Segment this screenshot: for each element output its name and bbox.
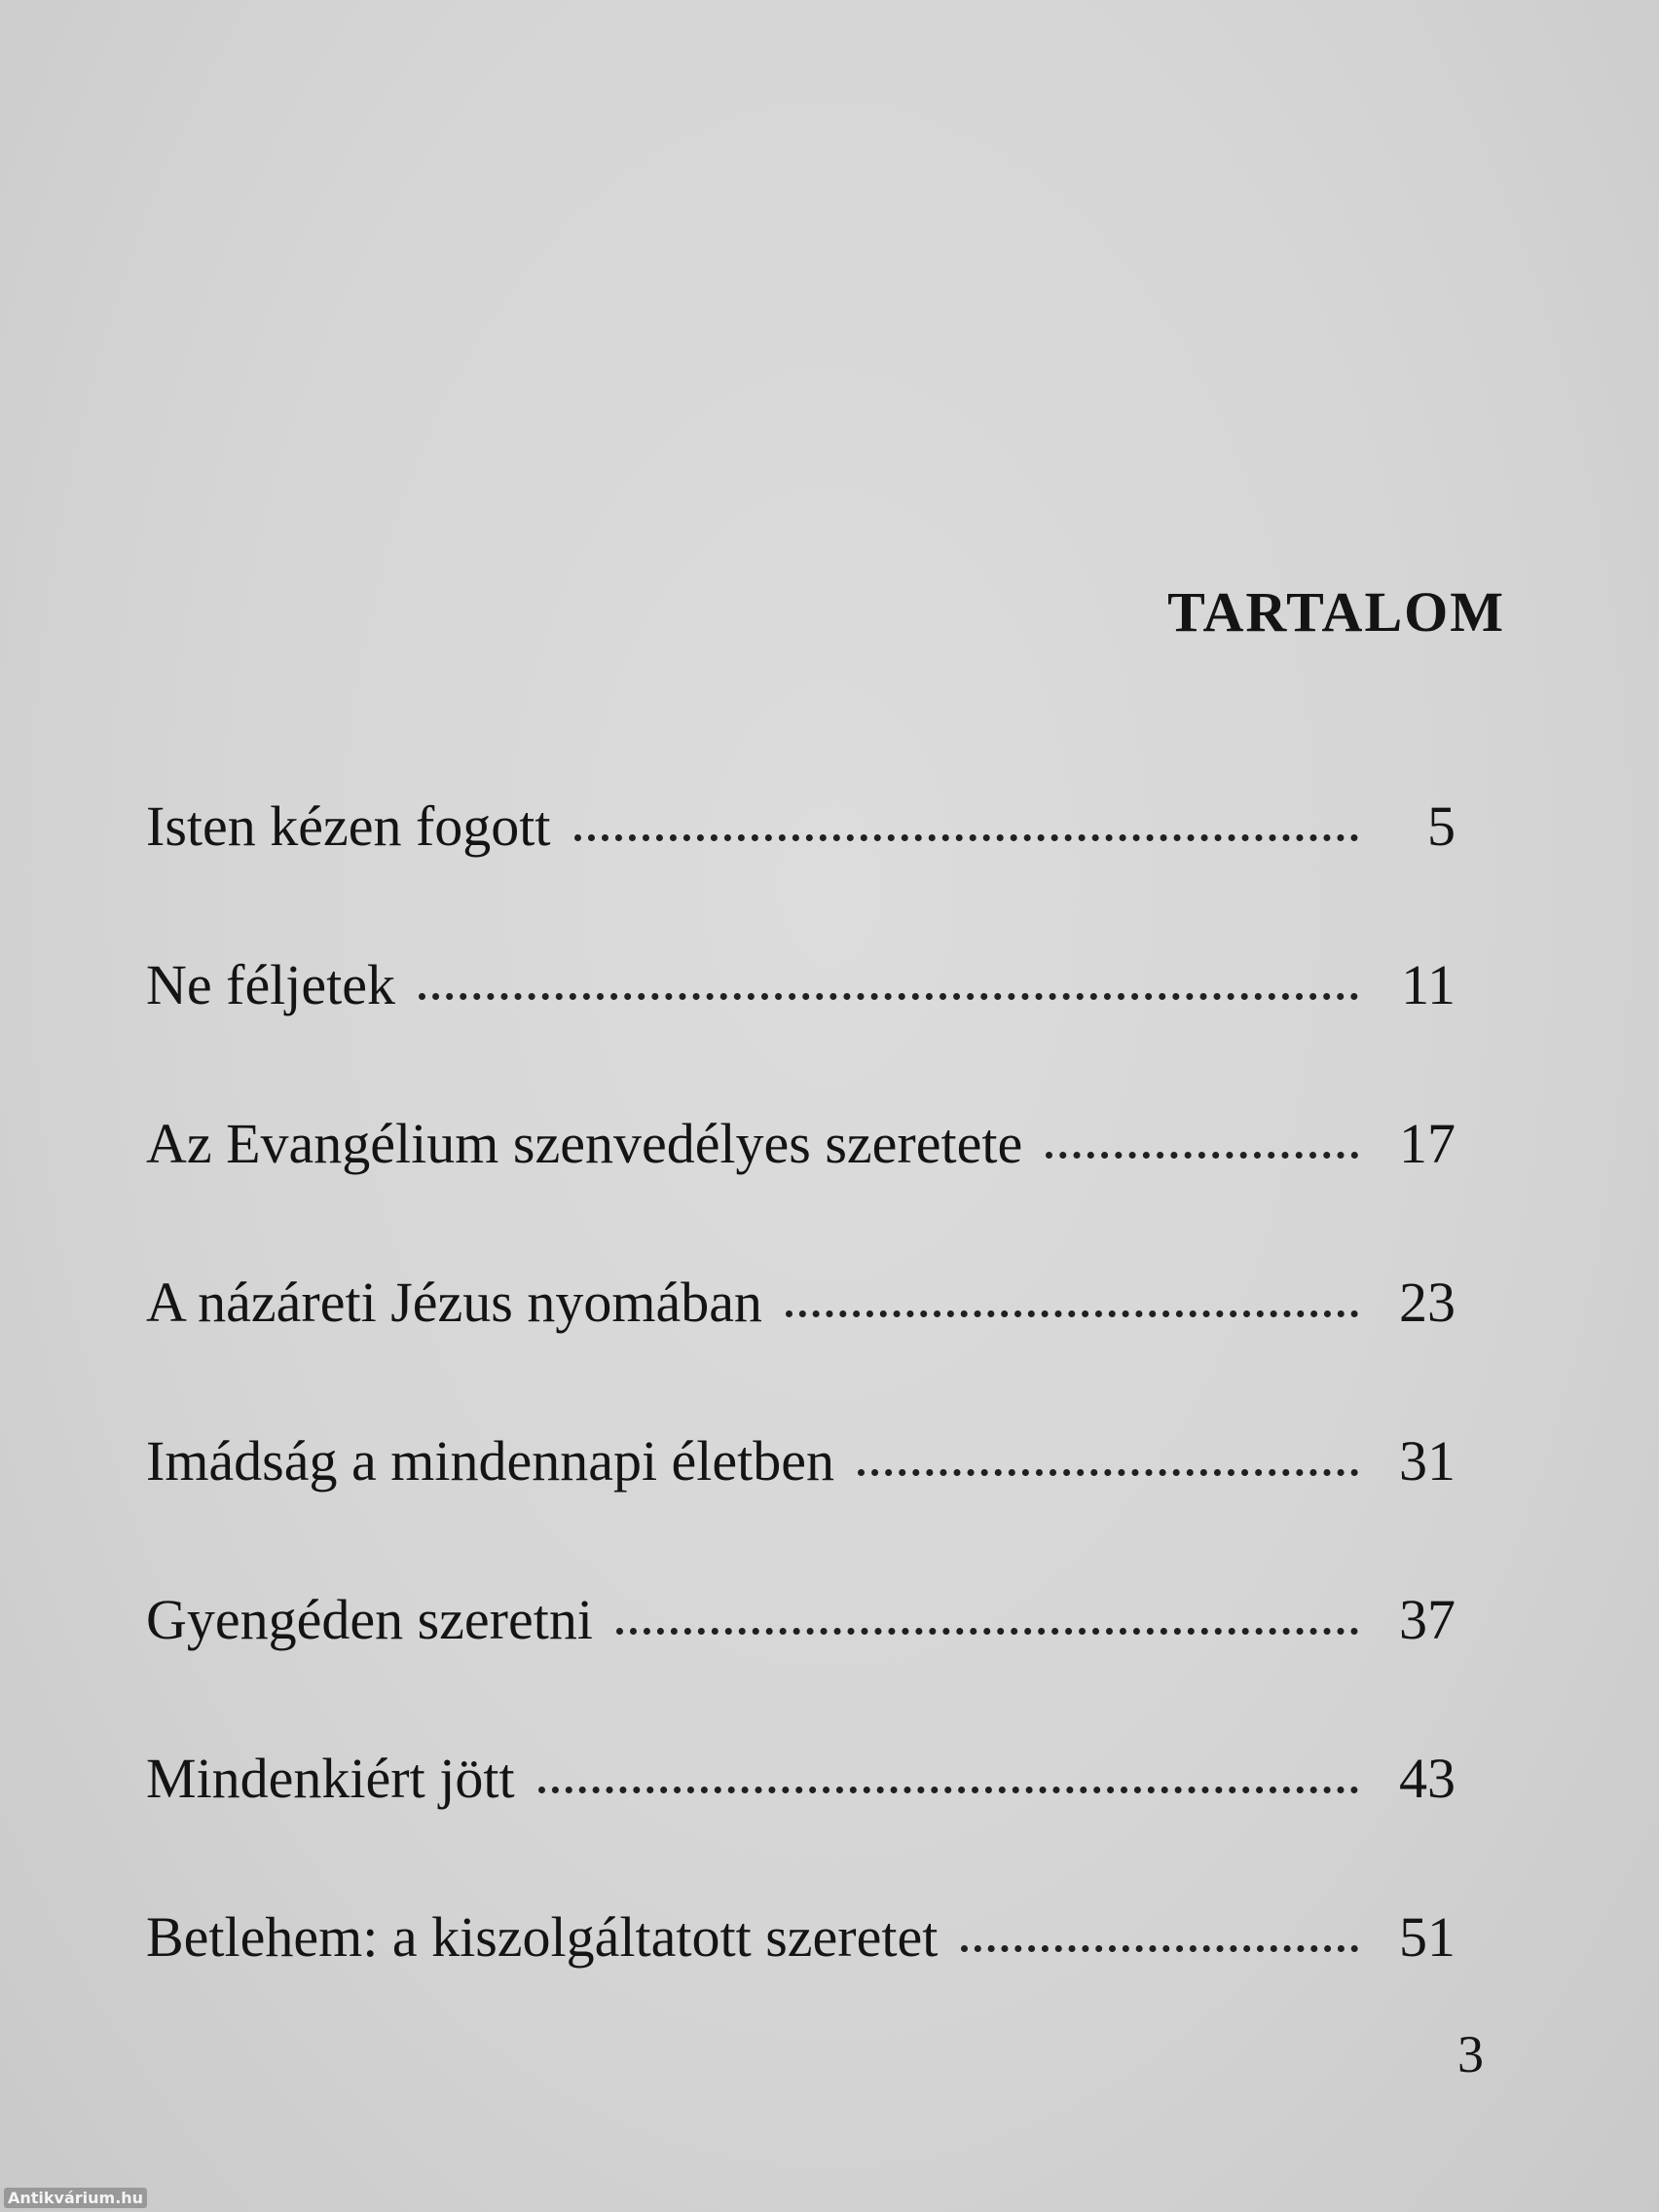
toc-entry-page: 11 (1401, 953, 1456, 1016)
toc-entry (146, 1112, 1456, 1274)
dot-leader (419, 993, 1358, 1000)
dot-leader (574, 834, 1358, 841)
toc-entry-title: Betlehem: a kiszolgáltatott szeretet (146, 1905, 939, 1969)
toc-entry-page: 23 (1399, 1271, 1456, 1334)
toc-entry-page: 5 (1427, 794, 1456, 858)
toc-entry-title: Mindenkiért jött (146, 1747, 515, 1810)
page-number: 3 (1457, 2025, 1484, 2083)
toc-entry-title: Gyengéden szeretni (146, 1588, 593, 1651)
toc-entry-title: A názáreti Jézus nyomában (146, 1271, 762, 1334)
toc-list (146, 794, 1456, 2068)
toc-entry (146, 1429, 1456, 1592)
toc-entry (146, 1747, 1456, 1909)
dot-leader (786, 1310, 1358, 1317)
dot-leader (1046, 1152, 1358, 1159)
toc-entry-page: 43 (1399, 1747, 1456, 1810)
toc-entry-page: 51 (1399, 1905, 1456, 1969)
watermark: Antikvárium.hu (4, 2188, 147, 2208)
dot-leader (616, 1628, 1358, 1635)
toc-entry-title: Isten kézen fogott (146, 794, 551, 858)
toc-entry (146, 794, 1456, 957)
toc-entry-page: 17 (1399, 1112, 1456, 1175)
toc-heading: TARTALOM (1167, 580, 1505, 644)
dot-leader (538, 1787, 1358, 1793)
toc-entry (146, 1271, 1456, 1433)
dot-leader (858, 1469, 1358, 1476)
toc-entry-title: Imádság a mindennapi életben (146, 1429, 835, 1493)
toc-entry-page: 31 (1399, 1429, 1456, 1493)
toc-entry (146, 1905, 1456, 2068)
toc-entry (146, 1588, 1456, 1751)
dot-leader (961, 1945, 1358, 1952)
toc-entry-page: 37 (1399, 1588, 1456, 1651)
toc-entry (146, 953, 1456, 1116)
toc-entry-title: Ne féljetek (146, 953, 396, 1016)
toc-entry-title: Az Evangélium szenvedélyes szeretete (146, 1112, 1023, 1175)
